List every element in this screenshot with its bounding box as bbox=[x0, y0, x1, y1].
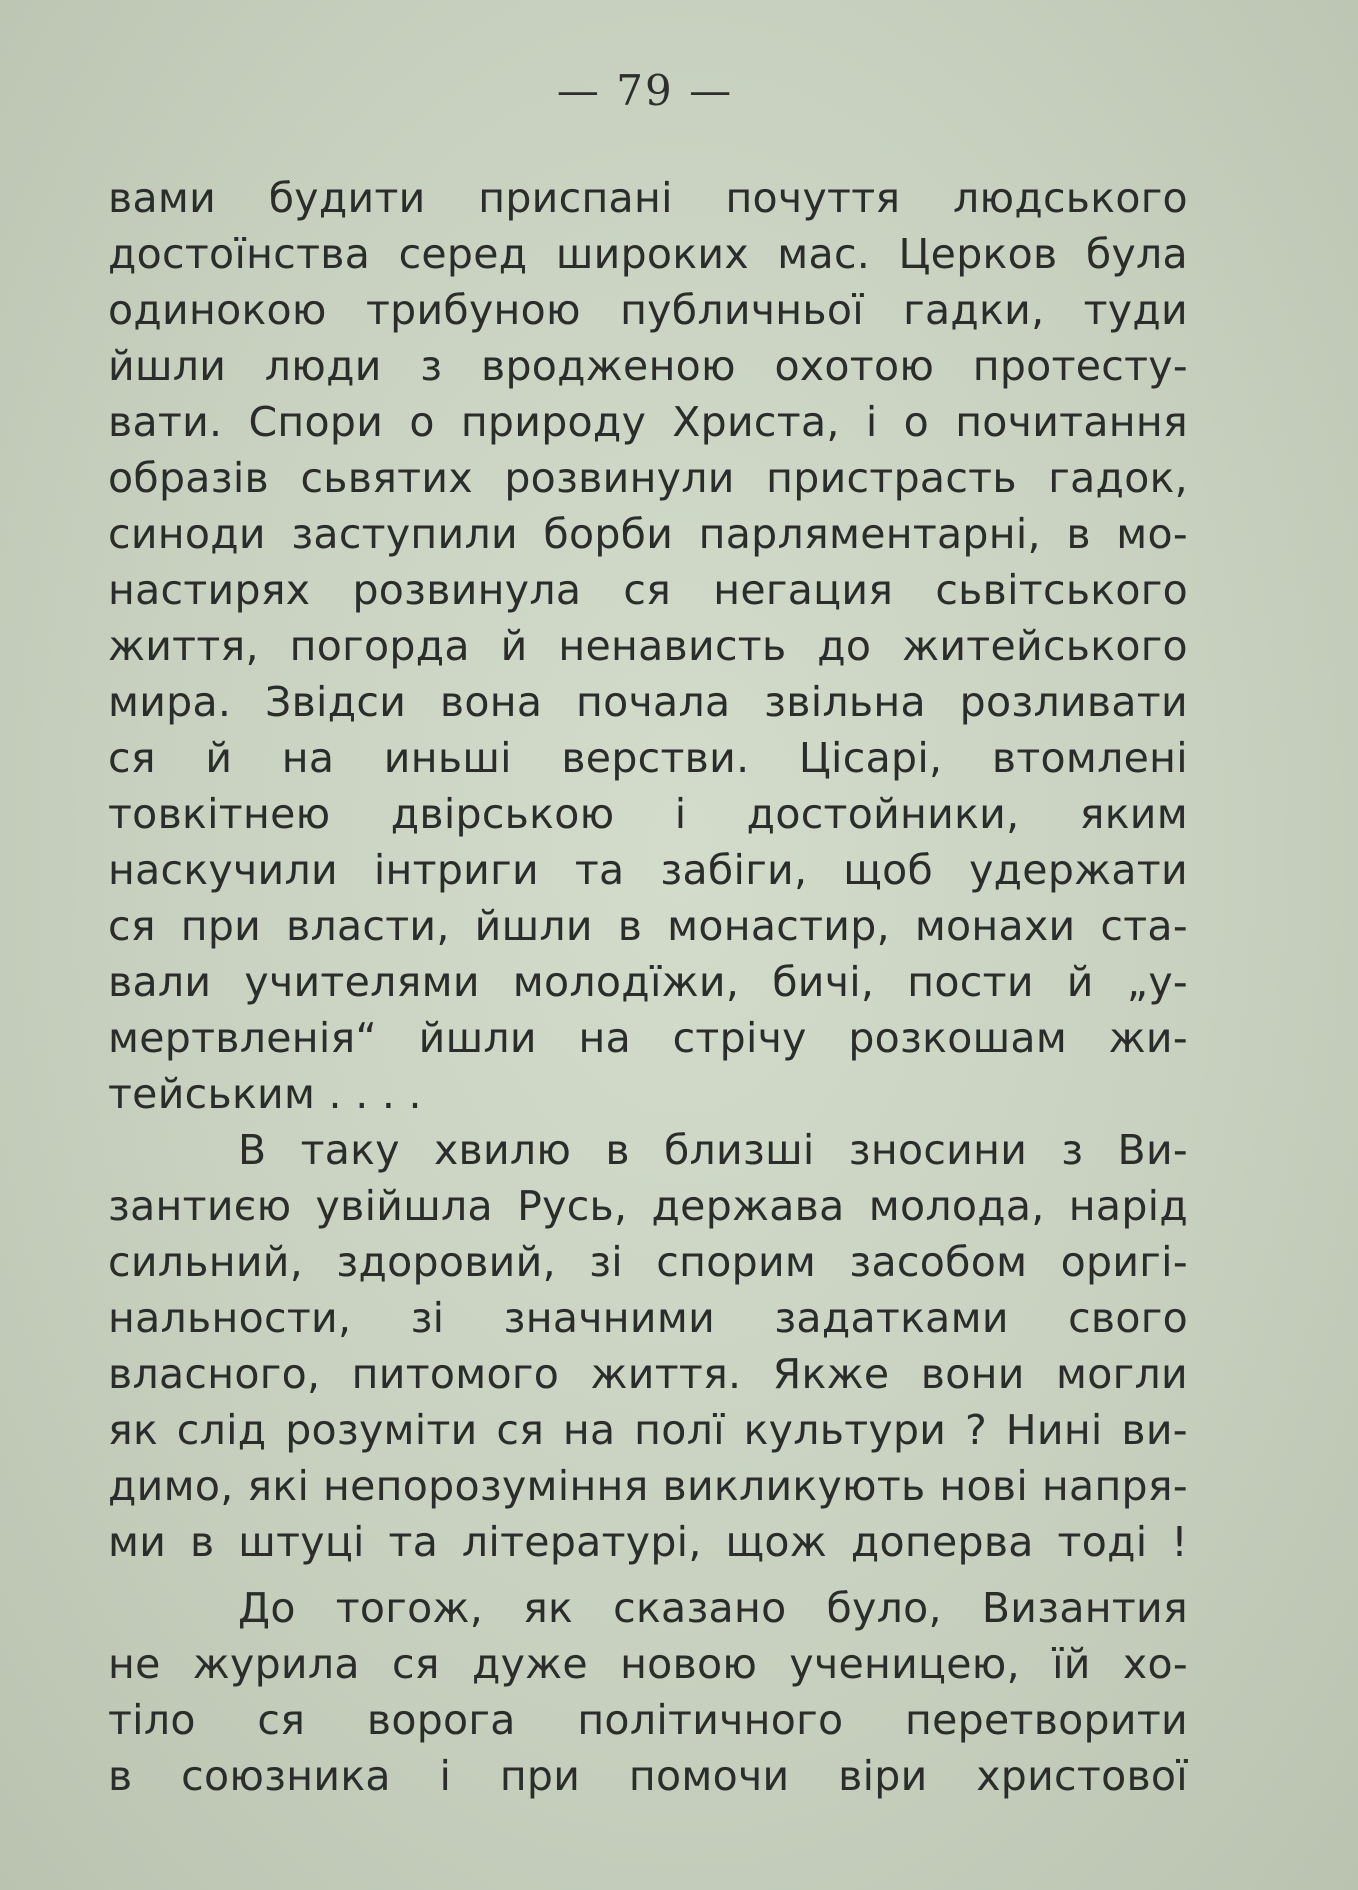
body-text bbox=[108, 170, 1188, 1804]
text-line: тіло ся ворога політичного перетворити bbox=[108, 1696, 1188, 1744]
text-line: зантиєю увійшла Русь, держава молода, нарід bbox=[108, 1182, 1188, 1230]
text-line: До тогож, як сказано було, Византия bbox=[238, 1584, 1188, 1632]
text-line: нальности, зі значними задатками свого bbox=[108, 1294, 1188, 1342]
paragraph bbox=[108, 1122, 1188, 1570]
page-number: — 79 — bbox=[556, 66, 734, 115]
text-line: ся й на иньші верстви. Цісарі, втомлені bbox=[108, 734, 1188, 782]
text-line: вали учителями молодїжи, бичі, пости й „у- bbox=[108, 958, 1188, 1006]
text-line: ми в штуці та літературі, щож доперва тоді ! bbox=[108, 1518, 1188, 1566]
text-line: ся при власти, йшли в монастир, монахи ста- bbox=[108, 902, 1188, 950]
text-line: товкітнею двірською і достойники, яким bbox=[108, 790, 1188, 838]
text-line: наскучили інтриги та забіги, щоб удержати bbox=[108, 846, 1188, 894]
text-line: вати. Спори о природу Христа, і о почитання bbox=[108, 398, 1188, 446]
text-line: В таку хвилю в близші зносини з Ви- bbox=[238, 1126, 1188, 1174]
text-line: вами будити приспані почуття людського bbox=[108, 174, 1188, 222]
paragraph bbox=[108, 1580, 1188, 1804]
text-line: в союзника і при помочи віри христової bbox=[108, 1752, 1188, 1800]
text-line: мертвленія“ йшли на стрічу розкошам жи- bbox=[108, 1014, 1188, 1062]
text-line: одинокою трибуною публичньої гадки, туди bbox=[108, 286, 1188, 334]
text-line: сильний, здоровий, зі спорим засобом оригі- bbox=[108, 1238, 1188, 1286]
text-line: синоди заступили борби парляментарні, в мо- bbox=[108, 510, 1188, 558]
text-line: достоїнства серед широких мас. Церков була bbox=[108, 230, 1188, 278]
text-line: мира. Звідси вона почала звільна розливати bbox=[108, 678, 1188, 726]
text-line: не журила ся дуже новою ученицею, їй хо- bbox=[108, 1640, 1188, 1688]
paragraph-gap bbox=[108, 1570, 1188, 1580]
paragraph bbox=[108, 170, 1188, 1122]
text-line: тейським . . . . bbox=[108, 1070, 422, 1118]
text-line: димо, які непорозуміння викликують нові напря- bbox=[108, 1462, 1188, 1510]
text-line: як слід розуміти ся на полї культури ? Нині ви- bbox=[108, 1406, 1188, 1454]
text-line: настирях розвинула ся негация сьвітського bbox=[108, 566, 1188, 614]
text-line: власного, питомого життя. Якже вони могли bbox=[108, 1350, 1188, 1398]
text-line: життя, погорда й ненависть до житейського bbox=[108, 622, 1188, 670]
text-line: образів сьвятих розвинули пристрасть гадок, bbox=[108, 454, 1188, 502]
text-line: йшли люди з вродженою охотою протесту- bbox=[108, 342, 1188, 390]
